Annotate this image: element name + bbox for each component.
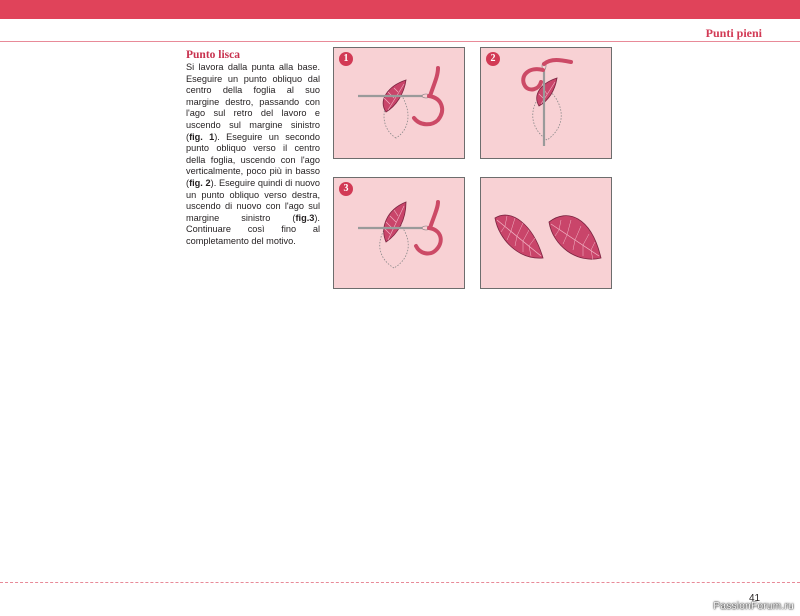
leaf-needle-illustration-1 [334, 48, 464, 158]
fig-ref-1: fig. 1 [189, 131, 215, 142]
section-title: Punti pieni [705, 26, 762, 40]
finished-leaf-right [549, 216, 601, 260]
figure-number-badge: 3 [339, 182, 353, 196]
page-number: 41 [749, 593, 761, 604]
finished-leaf-left [495, 215, 543, 258]
instructions-segment: ). Eseguire un secondo punto obliquo verso il centro della foglia, uscendo con l'ago verticalmente, poco più in basso ( [186, 131, 320, 188]
stitch-title: Punto lisca [186, 49, 240, 61]
figure-3 [333, 177, 465, 289]
figure-1 [333, 47, 465, 159]
figure-number-badge: 2 [486, 52, 500, 66]
instructions-segment: Si lavora dalla punta alla base. Eseguire un punto obliquo dal centro della foglia al suo margine destro, passando con l'ago sul retro del lavoro e uscendo sul margine sinistro ( [186, 62, 320, 142]
watermark-text: PassionForum.ru [713, 601, 794, 612]
article-column [186, 49, 320, 248]
leaf-needle-illustration-2 [481, 48, 611, 158]
fig-ref-3: fig.3 [295, 212, 315, 223]
figure-number-badge: 1 [339, 52, 353, 66]
instructions-segment: ). Eseguire quindi di nuovo un punto obliquo verso destra, uscendo di nuovo con l'ago sul margine sinistro ( [186, 177, 320, 223]
header-divider [0, 41, 800, 42]
instructions-text [186, 62, 320, 248]
instructions-segment: ). Continuare così fino al completamento del motivo. [186, 212, 320, 246]
figure-2 [480, 47, 612, 159]
finished-leaves-illustration [481, 178, 611, 288]
fig-ref-2: fig. 2 [189, 177, 211, 188]
top-accent-bar [0, 0, 800, 19]
footer-divider [0, 582, 800, 583]
figure-4 [480, 177, 612, 289]
leaf-needle-illustration-3 [334, 178, 464, 288]
